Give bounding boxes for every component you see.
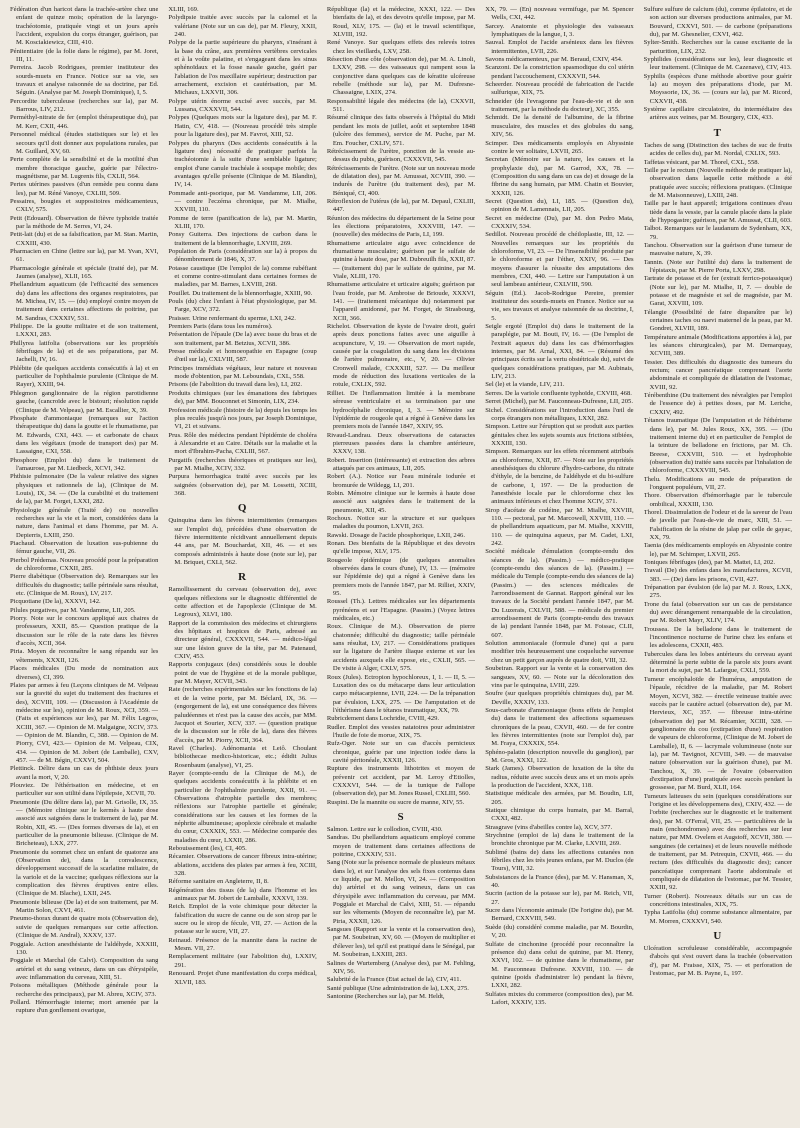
section-letter-heading: U xyxy=(713,930,723,943)
index-entry: Sedillot. Nouveau procédé de chéiloplastie, III, 12. — Nouvelles remarques sur les propriétés du chloroforme, VI, 23. — De l'insensibilité produite par le chloroforme et par l'éther, XXIV, 96. — Des moyens d'assurer la réussite des amputations des membres, CXI, 440. — Lettre sur l'amputation à un seul lambeau antérieur, CXLVIII, 590. xyxy=(485,231,634,289)
index-entry: Séguin (Ed.). Jacob-Rodrigue Pereire, premier instituteur des sourds-muets en France. Notice sur sa vie, ses travaux et analyse raisonnée de sa doctrine, I, 5. xyxy=(485,289,634,322)
index-entry: Pneumonie bilieuse (De la) et de son traitement, par M. Martin Solon, CXVI, 461. xyxy=(10,898,159,915)
index-entry: Salubrité de la France (Etat actuel de la), CIV, 411. xyxy=(326,976,462,984)
index-entry: Statistique médicale des armées, par M. Boudin, LII, 205. xyxy=(485,790,634,806)
index-entry: Température animale (Modifications apportées à la), par les séances chirurgicales), par M. Demarquay, XCVIII, 389. xyxy=(643,333,793,358)
index-entry: Sichel. Considérations sur l'introduction dans l'œil de corps étrangers non métalliques, LXXI, 282. xyxy=(485,406,634,422)
index-entry: Places médicales (Du mode de nomination aux diverses), CI, 399. xyxy=(10,665,159,681)
index-entry: Piorry. Note sur le concours appliqué aux chaires de professeurs, XXII, 85.— Question pratique de la discussion sur le rôle de la rate dans les fièvres d'accès, XCII, 364. xyxy=(10,615,159,648)
index-entry: Polydipsie traitée avec succès par la calomel et la valériane (Note sur un cas de), par M. Fleury, XXII, 240. xyxy=(168,14,317,39)
index-entry: Syphilis (espèces d'une méthode abortive pour guérir la) au moyen des préparations d'iode, par M. Moyssorie, IX, 36. — (cours sur la), par M. Ricord, CXXVII, 438. xyxy=(643,72,793,105)
index-entry: Poisons métalliques (Méthode générale pour la recherche des principaux), par M. Abreu, XCIV, 373. xyxy=(10,982,159,998)
index-entry: Secret en médecine (Du), par M. don Pedro Mata, CXXXIV, 534. xyxy=(485,214,634,230)
index-entry: Scimper. Des médicaments employés en Abyssinie contre le ver solitaire, LXVII, 265. xyxy=(485,139,634,155)
index-entry: Sulfure sulfure de calcium (du), comme épilatoire, et de son action sur diverses productions animales, par M. Bouvard, CXXVI, 501. — de carbone (préparations du), par M. Ghesnelier, CXVI, 462. xyxy=(643,6,793,39)
index-entry: Quinquina dans les fièvres intermittentes (remarques sur l'emploi du), précédées d'une observation de fièvre intermittente récidivant annuellement depuis 44 ans, par M. Bouchardat, XII, 46. — et ses composés administrés à haute dose (note sur le), par M. Briquet, CXLI, 562. xyxy=(168,517,317,566)
index-entry: Presse médicale et homoeopathie en Espagne (coup d'œil sur la), CXLVIII, 587. xyxy=(168,348,317,364)
column-5 xyxy=(644,6,792,1124)
index-entry: Purpura hemorrhagica traité avec succès par les saignées (observation de), par M. Lossetti, XCIII, 368. xyxy=(168,473,317,497)
index-entry: Piria. Moyen de reconnaître le sang répandu sur les vêtements, XXXII, 126. xyxy=(10,648,159,664)
index-entry: Résection d'une côte (observation de), par M. A. Linoli, LXXV, 298. — des vaisseaux qui rampent sous la conjonctive dans quelques cas de kératite ulcéreuse rebelle (méthode sur la), par M. Dufresne-Chassaigne, LXIX, 274. xyxy=(326,56,476,97)
index-entry: Phlegmon ganglionnaire de la région parotidienne gauche, (cancroïde avec le bistouri; résolution rapide (Clinique de M. Velpeau), par M. Escallier, X, 39. xyxy=(10,389,159,414)
index-entry: Ramollissement du cerveau (observation de), avec quelques réflexions sur le diagnostic différentiel de cette affection et de l'apoplexie (Clinique de M. Legroux), XLVI, 180. xyxy=(168,586,317,619)
index-entry: Salines de Wurtemberg (Analyse des), par M. Fehling, XIV, 56. xyxy=(326,959,476,975)
index-entry: Plaies par armes à feu (Leçons cliniques de M. Velpeau sur la gravité du sujet du traitement des fractures et des), XCVIII, 109. — (Discussion à l'Académie de médecine sur les), opinion de M. Roux, XCI, 359. — (Faits et expériences sur les), par M. Félix Legros, XCIII, 367. — Opinion de M. Malgaigne, XCIV, 373. — Opinion de M. Blandin, C, 388. — Opinion de M. Piorry, CVI, 423.— Opinion de M. Velpeau, CIX, 434. — Opinion de M. Jobert (de Lamballe), CXV, 457. — de M. Bégin, CXXVI, 504. xyxy=(10,681,159,764)
index-entry: Sucrin (action de la potasse sur le), par M. Reich, VII, 27. xyxy=(485,890,634,906)
index-entry: Sarcey. Anatomie et physiologie des vaisseaux lymphatiques de la langue, I, 3. xyxy=(485,22,634,39)
index-entry: Santé publique (Une administration de la), LXX, 275. xyxy=(326,984,469,992)
index-entry: Phthisie pulmonaire (De la valeur relative des signes physiques et rationnels de la), (Clinique de M. Louis), IX, 34. — (De la curabilité et du traitement de la), par M. Forget, LXXI, 282. xyxy=(10,473,159,506)
index-entry: Rupture des instruments lithotrites et moyen de prévenir cet accident, par M. Leroy d'Etiolles, CXXXVI, 544. — de la tunique de Fallope (observation de), par M. Jones Russel, CXLIII, 560. xyxy=(326,765,476,798)
index-entry: Pomme de terre (panification de la), par M. Martin, XLIII, 170. xyxy=(168,214,317,230)
index-entry: Ravel (Charles). Adénomania et Leiô. Choulant bibliothecae medico-historicae, etc.; édidit Julius Rosenbaum (analyse), VI, 25. xyxy=(168,744,317,769)
index-entry: Picquotiane (De la), XXXVI, 142. xyxy=(10,598,101,606)
index-entry: Perte complète de la sensibilité et de la motilité d'un membre thoracique gauche, guérie par l'électro-magnétisme, par M. Lugrenis fils, CXLII, 564. xyxy=(10,156,159,180)
index-entry: Simpson. Remarques sur les effets récemment attribués au chloroforme, XXII, 87. — Note sur les propriétés anesthésiques du chlorure d'hydro-carbone, du nitrate d'éthyle, de la benzine, de l'aldéhyde et du bi-sulfure de carbone, I, 197. — De la production de l'anesthésie locale par le chloroforme chez les animaux inférieurs et chez l'homme XCIV, 371. xyxy=(485,448,634,506)
index-entry: Rétrécissements de l'urètre. (Note sur un nouveau mode de dilatation des), par M. Amussat, XCVIII, 390. — indurés de l'urètre (du traitement des), par M. Béniqué, CI, 400. xyxy=(326,164,476,197)
index-entry: René Vanoye. Sur quelques effets des relevés toires chez les vieillards, LXV, 258. xyxy=(326,39,476,55)
index-entry: Plettinck. Délire dans un cas de phthisie deux jours avant la mort, V, 20. xyxy=(10,765,159,781)
index-entry: Taffetas vésicant, par M. Thorel, CXL, 558. xyxy=(643,158,760,166)
index-entry: Sang (Note sur la présence normale de plusieurs métaux dans le), et sur l'analyse des sels fixes contenus dans ce liquide, par M. Mellon, VI, 24. — (Composition du) artériel et du sang veineux, dans un cas d'érysipèle avec inflammation du cerveau, par MM. Poggiale et Marchal de Calvi, XIII, 51. — répandu sur les vêtements (Moyen de reconnaître le), par M. Piria, XXXII, 126. xyxy=(326,859,476,925)
index-entry: Secret (Question du), LI, 185. — (Question du), opinion de M. Lamennais, LII, 205. xyxy=(485,197,634,214)
index-entry: Taches de sang (Distinction des taches de suc de fruits acides de celles du), par M. Nordal, CXLIX, 593. xyxy=(643,141,793,158)
index-entry: Physiologie générale (Traité de) ou nouvelles recherches sur la vie et la mort, considérées dans la nature, dans l'animal et dans l'homme, par M. A. Depierris, LXIII, 250. xyxy=(10,506,159,539)
index-entry: Pertes utérines passives (d'un remède peu connu dans les), par M. Réné Vanoye, CXLIII, 509. xyxy=(10,181,159,197)
index-entry: Thorel. Dissimulation de l'odeur et de la saveur de l'eau de javelle par l'eau-de-vie de marc, XIII, 51. — Falsification de la résine de jalap par celle de gayac, XX, 79. xyxy=(643,508,793,541)
index-entry: Potasse caustique (De l'emploi de la) comme rubéfiant et comme contre-stimulant dans certaines formes de maladies, par M. Barnes, LXVIII, 268. xyxy=(168,264,317,289)
index-entry: Rivaud-Landrau. Deux observations de cataractes pierreuses passées dans la chambre antérieure, XXXV, 138. xyxy=(326,431,476,456)
index-entry: Pouillet. Du traitement de la blennorrhagie, XXIII, 90. xyxy=(168,289,313,297)
index-entry: Pénitentiaire (de la folie dans le régime), par M. Joret, III, 11. xyxy=(10,47,159,64)
index-entry: Tannin. (Note sur l'utilité du) dans la traitement de l'épistaxis, par M. Pierre Porta, LXXV, 298. xyxy=(643,258,793,274)
column-2 xyxy=(168,6,316,1124)
index-entry: Polype de la partie supérieure du pharynx, s'insérant à la base du crâne, aux premières vertèbres cervicales et à la voûte palatine, et s'engageant dans les sinus sphénoïdaux et la fosse nasale gauche, guéri par l'ablation de l'os maxillaire supérieur; destruction par arrachement, excision et cautérisation, par M. Michaux, LXXVII, 306. xyxy=(168,39,317,97)
index-entry: XX, 79. — (En) nouveau vermifuge, par M. Spencer Wells, CXI, 442. xyxy=(485,6,634,22)
index-entry: Tumeurs laiteuses du sein (quelques considérations sur l'origine et les développemens des), CXIV, 432. — de l'orbite (recherches sur le diagnostic et le traitement des), par M. O'Ferral, VII, 25. — particulières de la main (enchondromes) avec des recherches sur leur nature, par MM. Ovelem et Augstoff, XCVII, 380. — sanguines (de certaines) et de leurs nouvelle méthode de traitement, par M. Petrequin, CXVII, 466. — du rectum (des difficultés du diagnostic des); cancer pancréatique comprenant l'aorte abdominale et compliquée de dilatation de l'estomac, par M. Tessier, XXIII, 92. xyxy=(643,792,793,892)
index-entry: Salmon. Lettre sur le collodion, CVIII, 430. xyxy=(326,826,443,833)
index-entry: XLIII, 169. xyxy=(168,6,199,13)
index-entry: Tubercules dans les lobes antérieurs du cerveau ayant déterminé la perte subite de la parole six jours avant la mort du sujet, par M. Lafargue, CXLI, 559. xyxy=(643,650,793,675)
index-entry: Trépanation par évulsion (de la) par M. J. Roux, LXX, 275. xyxy=(643,584,793,600)
index-entry: Pneumo-thorax durant de quatre mois (Observation de), suivie de quelques remarques sur cette affection. (Clinique de M. Andral), XXXV, 137. xyxy=(10,915,159,940)
index-entry: Sublimé (bains de) dans les affections cutanées non fébriles chez les très jeunes enfans, par M. Duclos (de Tours), VIII, 32. xyxy=(485,848,634,873)
index-entry: Taille par le haut appareil; irrigations continues d'eau tiède dans la vessie, par la canule placée dans la plaie de l'hypogastre; guérison, par M. Amussat, CLII, 603. xyxy=(643,200,793,224)
index-entry: Tanchou. Observation sur la guérison d'une tumeur de mauvaise nature, X, 39. xyxy=(643,241,793,258)
index-entry: Présentation de l'épaule (De la) avec issue du bras et de son traitement, par M. Betzius, XCVII, 386. xyxy=(168,331,317,347)
index-entry: Rhumatisme articulaire et urticaire aiguës; guérison par l'eau froide, par M. Ambroise de Brioude, XXXVI, 141. — (traitement mécanique du) notamment par l'appareil amidonné, par M. Forget, de Strasbourg, XCII, 366. xyxy=(326,281,476,322)
index-entry: Richelot. Observation de kyste de l'ovaire droit, guéri après deux ponctions faites avec une aiguille à acupuncture, V, 19. — Observation de mort rapide, causée par la coagulation du sang dans les divisions de l'artère pulmonaire, etc., V, 20. — Olivier Cronwell malade, CXXXIII, 527. — Du meilleur mode de réduction des luxations verticales de la rotule, CXLIX, 592. xyxy=(326,323,476,389)
index-entry: Talbot. Remarques sur le laudanum de Sydenham, XX, 79. xyxy=(643,225,793,241)
index-entry: Roux (Jules). Ectropion hypochloreux, I, 1. — II, 5. — Luxation des os du métacarpe dans leur articulation carpo métacarpienne, LVII, 224. — De la trépanation par évulsion, LXX, 275. — De l'amputation et de l'éthérisme dans le tétanos traumatique, XX, 79. xyxy=(326,673,476,714)
section-letter-heading: R xyxy=(238,571,248,584)
index-entry: Sous-carbonate d'ammoniaque (bons effets de l'emploi du) dans le traitement des affections squameuses chroniques de la peau, CXVII, 460. — de fer contre les fièvres intermittentes (note sur l'emploi du), par M. Fraya, CXXXIX, 554. xyxy=(485,706,634,748)
index-entry: Rayer (compte-rendu de la Clinique de M.), de quelques accidents consécutifs à la phlébite et en particulier de l'ophthalmie purulente, XXII, 91. — Observations d'atrophie partielle des membres; réflexions sur l'atrophie partielle et générale; considérations sur les causes et les formes de la néphrite albumineuse; apoplexie cérébrale et maladie du cœur, CXXXIX, 553. — Médecine comparée des maladies du cœur, LXXII, 286. xyxy=(168,769,317,844)
index-entry: Savons médicamenteux, par M. Beraud, CXIV, 454. xyxy=(485,56,623,64)
index-entry: Pessaires, bougies et suppositoires médicamenteux, CXLV, 575. xyxy=(10,197,159,214)
index-entry: Statique chimique du corps humain, par M. Barral, CXXI, 482. xyxy=(485,807,634,823)
index-entry: Tumeur encéphaloïde de l'humérus, amputation de l'épaule, récidive de la maladie, par M. Robert Moyen, XCVI, 382. — érectile veineuse traitée avec succès par le cautère actuel (observation de), par M. Hervieux, XC, 357. — fibreuse intra-utérine (observation de) par M. Récamier, XCIII, 328. — ganglionnaire du cou (extirpation d'une) respiration de vapeurs de chloroforme, (Clinique de M. Jobert de Lamballe), II, 6. — lacrymale volumineuse (note sur la), par M. Tavignot, XCVIII, 349. — de mauvaise nature (observation sur la guérison d'une), par M. Tanchou, X, 39. — de l'ovaire (observation d'extirpation d'une) pratiquée avec succès pendant la grossesse, par M. Burd, XLII, 164. xyxy=(643,675,793,792)
index-entry: Télangie (Possibilité de faire disparaître par le) certaines taches ou naevi maternel de la peau, par M. Gondret, XLVIII, 189. xyxy=(643,308,793,333)
index-entry: Pilules purgatives, par M. Vandamme, LII, 205. xyxy=(10,606,136,614)
index-entry: Piachaud. Observation de luxation sus-pubienne du fémur gauche, VII, 26. xyxy=(10,540,159,556)
index-entry: Serret (Michel), par M. Fauconneau-Dufresne, LII, 205. xyxy=(485,398,633,406)
index-entry: Serres. De la variole confluente typhoïde, CXVIII, 468. xyxy=(485,389,632,397)
index-entry: Résumé clinique des faits observés à l'hôpital du Midi pendant les mois de juillet, août et septembre 1848 (ulcère des femmes), service de M. Puche, par M. Em. Foucher, CXLIV, 571. xyxy=(326,114,476,147)
index-entry: Rebouissement (les), CI, 405. xyxy=(168,845,247,852)
index-entry: Réforme sanitaire en Angleterre, II, 8. xyxy=(168,878,269,886)
index-entry: Ruspini. De la mannite ou sucre de manne, XIV, 55. xyxy=(326,798,465,806)
index-entry: Population de Paris (considération sur la) à propos du dénombrement de 1846, X, 37. xyxy=(168,247,317,264)
index-entry: Phlébite (de quelques accidents consécutifs à la) et en particulier de l'ophthalmie purulente (Clinique de M. Rayer), XXIII, 94. xyxy=(10,364,159,389)
index-entry: Rudler. Emploi des vessies natatoires pour administrer l'huile de foie de morue, XIX, 75. xyxy=(326,723,476,739)
index-entry: Régénération des tissus (de la) dans l'homme et les animaux par M. Jobert de Lamballe, XXXVI, 139. xyxy=(168,886,317,903)
index-entry: Tartrate de potasse et de fer (extrait ferrico-potassique) (Note sur le), par M. Mialhe, II, 7. — double de potasse et de magnésie et sel de magnésie, par M. Garat, XXVIII, 109. xyxy=(643,275,793,308)
index-entry: Pollard. Hémorrhagie interne; mort amenée par la rupture d'un gonflement ovarique, xyxy=(10,998,159,1015)
index-entry: Phillyrea latifolia (observations sur les propriétés fébrifuges de la) et de ses préparations, par M. Jachelli, IV, 16. xyxy=(10,339,159,364)
index-entry: Plouviez. De l'éthérisation en médecine, et en particulier sur son utilité dans l'épilepsie, XCVII, 70. xyxy=(10,781,159,798)
column-1 xyxy=(10,6,158,1124)
index-entry: Roussel (Th.). Lettres médicales sur les départements pyrénéens et sur l'Espagne. (Passim.) (Voyez lettres médicales, etc.) xyxy=(326,598,476,623)
index-entry: Fédération d'un haricot dans la trachée-artère chez une enfant de quinze mois; opération de la laryngo-trachéotomie, pratiquée vingt et un jours après l'accident, expulsion du corps étranger, guérison, par M. Kosciakiewicz, CIII, 410. xyxy=(10,6,159,47)
index-entry: Rapports conjugaux (des) considérés sous le double point de vue de l'hygiène et de la morale publique, par M. Mayer, XCVII, 343. xyxy=(168,661,317,686)
index-entry: Rhumatisme articulaire aigu avec coïncidence de rhumatisme musculaire; guérison par le sulfate de quinine à haute dose, par M. Dubreuilh fils, XXII, 87. — (traitement du) par le sulfate de quinine, par M. Viale, XLIII, 170. xyxy=(326,239,476,280)
index-entry: Santonine (Recherches sur la), par M. Heldt, xyxy=(326,992,445,1000)
index-entry: Pharmacologie générale et spéciale (traité de), par M. Jaumes (analyse), XLII, 165. xyxy=(10,264,159,280)
index-entry: Pommade anti-psorique, par M. Vandamme, LII, 206. — contre l'eczéma chronique, par M. Mialhe, XXVIII, 110. xyxy=(168,189,317,214)
index-entry: Petit-lait (du) et de sa falsification, par M. Stan. Martin, CXXIII, 430. xyxy=(10,231,159,247)
index-entry: Taille par le rectum (Nouvelle méthode de pratiquer la), observation dans laquelle cette méthode a été pratiquée avec succès; réflexions pratiques. (Clinique de M. Maisonneuve), LXIII, 248. xyxy=(643,166,793,199)
index-entry: Percordite tuberculeuse (recherches sur la), par M. Barrous, LIV, 212. xyxy=(10,97,159,114)
index-entry: Sauval. Emploi de l'acide arsénieux dans les fièvres intermittentes, LVII, 226. xyxy=(485,39,634,55)
index-columns xyxy=(10,6,792,1124)
index-entry: Sylter-Smith. Recherches sur la cause excitante de la parturition, LIX, 232. xyxy=(643,39,793,55)
index-entry: Taenia (des médicaments employés en Abyssinie contre le), par M. Schimper, LXVII, 265. xyxy=(643,542,793,558)
index-entry: Tétanos traumatique (De l'amputation et de l'éthérisme dans le), par M. Jules Roux, XX, 395. — (Du traitement interne du) et en particulier de l'emploi de la teinture de belladone en frictions, par M. Ch. Breese, CXXVIII, 510. — et hydrophobie (observation du) traitée sans succès par l'inhalation de chloroforme, CXXXVIII, 545. xyxy=(643,417,793,475)
index-entry: Société médicale d'émulation (compte-rendu des séances de la). (Passim.) — médico-pratique (compte-rendu des séances de la). (Passim.) — médicale du Temple (compte-rendu des séances de la) (Passim.) — des sciences médicales de l'arrondissement de Gannat. Rapport général sur les travaux de la Société pendant l'année 1847, par M. Du Luzerais, CXLVII, 588. — médicale du premier arrondissement de Paris (compte-rendu des travaux de la) pendant l'année 1848, par M. Foissac, CLII, 607. xyxy=(485,548,634,639)
index-entry: Simpson. Lettre sur l'éruption qui se produit aux parties génitales chez les sujets soumis aux frictions stibiées, XXXIII, 130. xyxy=(485,423,634,447)
index-entry: Rate (recherches expérimentales sur les fonctions de la) et de la veine porte, par M. Béclard, IX, 36. — (engorgement de la), est une conséquence des fièvres paludéennes et n'est pas la cause des accès, par MM. Jacquot et Sourier, XCV, 337. — (question pratique de la discussion sur le rôle de la), dans des fièvres d'accès, par M. Piorry, XCII, 364. xyxy=(168,686,317,744)
index-entry: République (la) et la médecine, XXXI, 122. — Des bienfaits de la), et des devoirs qu'elle impose, par M. Roud, XLV, 175. — (la) et le travail scientifique, XLVIII, 192. xyxy=(326,6,476,39)
index-entry: Récamier. Observations de cancer fibreux intra-utérine; ablations, accidens des plaies par armes à feu, XCIII, 328. xyxy=(168,853,317,878)
index-entry: Premiers Paris (dans tous les numéros). xyxy=(168,323,273,331)
index-entry: Purgatifs (recherches théoriques et pratiques sur les), par M. Mialhe, XCIV, 332. xyxy=(168,456,317,472)
index-entry: Rufz-Oger. Note sur un cas d'accès pernicieux chronique, guérie par une injection iodée dans la cavité péritonéale, XXXII, 126. xyxy=(326,740,476,764)
index-entry: Reich. Emploi de la voie chimique pour détecter la falsification du sucre de canne ou de son sirop par le sucre ou le sirop de fécule, VII, 27. — Action de la potasse sur le sucre, VII, 27. xyxy=(168,903,317,936)
index-entry: Toniques fébrifuges (des), par M. Mattei, LI, 202. xyxy=(643,559,776,566)
index-entry: Praisser. Urine renfermant du sperme, LXI, 242. xyxy=(168,314,296,322)
index-entry: Phosphate d'ammoniaque (remarques sur l'action thérapeutique du) dans la goutte et le rhumatisme, par M. Edwards, CXI, 443. — et carbonate de chaux dans les végétaux (mode de transport des) par M. Lassaigne, CXI, 558. xyxy=(10,414,159,456)
index-entry: Sucre dans l'économie animale (De l'origine du), par M. Bernard, CXXVIII, 549. xyxy=(485,907,634,923)
index-entry: Turner (Robert). Nouveaux détails sur un cas de concrétions intestinales, XIX, 75. xyxy=(643,892,793,909)
section-letter-heading: S xyxy=(397,811,405,823)
index-entry: Phosphore (Emploi du) dans le traitement de l'amaurose, par M. Liedbeck, XCVI, 342. xyxy=(10,456,159,472)
index-entry: Thore. Observation d'hémorrhagie par le tubercule ombilical, XXXIII, 130. xyxy=(643,492,793,508)
index-entry: Robert (A.). Notice sur l'eau minérale iodurée et bromurée de Wildegg, LI, 201. xyxy=(326,473,476,489)
index-entry: Rilliet. De l'inflammation limitée à la membrane séreuse ventriculaire et sa terminaison par une hydrocéphalie chronique, I, 3. — Mémoire sur l'épidémie de rougeole qui a régné à Genève dans les premiers mois de l'année 1847, XXIV, 95. xyxy=(326,389,476,431)
index-entry: Petit (Edouard). Observation de fièvre typhoïde traitée par la méthode de M. Serres, VI, 24. xyxy=(10,214,159,230)
index-entry: Schneider (de l'evragonne par l'eau-de-vie et de son traitement, par la méthode du docteur), XC, 355. xyxy=(485,97,634,114)
index-entry: Thelu. Modifications au mode de préparation de l'onguent populéum, VII, 27. xyxy=(643,475,793,491)
index-entry: Trone du fatal (observation sur un cas de persistance du) avec dérangement remarquable de la circulation, par M. Robert Mayr, XLIV, 174. xyxy=(643,600,793,625)
column-3 xyxy=(327,6,475,1124)
index-entry: Rubricdement dans Lochridie, CVIII, 429. xyxy=(326,715,440,723)
index-entry: Sandras. Du phellandrium aquaticum employé comme moyen de traitement dans certaines affections de poitrine, CXXXIV, 531. xyxy=(326,834,476,859)
index-entry: Reinaud. Présence de la mannite dans la racine de Mesm. VII, 27. xyxy=(168,936,317,953)
index-entry: Philippe. De la goutte militaire et de son traitement, LXXXI, 283. xyxy=(10,323,159,339)
index-entry: Robin. Mémoire clinique sur le kermès à haute dose associé aux saignées dans le traitement de la pneumonie, XII, 45. xyxy=(326,489,476,514)
index-entry: Strasgrave (vins d'abeilles contre la), XCV, 377. xyxy=(485,823,613,831)
index-entry: Poggiale. Action anesthésiante de l'aldéhyde, XXXIII, 130. xyxy=(10,940,159,956)
index-entry: Rapport de la commission des médecins et chirurgiens des hôpitaux et hospices de Paris, adressé au directeur général, CXXXVII, 544. — médico-légal sur une lésion grave de la tête, par M. Patenaud, CXIV, 453. xyxy=(168,619,317,661)
index-entry: Rétroflexion de l'utérus (de la), par M. Depaul, CXLIII, 447. xyxy=(326,197,476,214)
index-entry: Ponsy Guiterra. Des injections de carbon dans le traitement de la blennorrhagie, LXVIII, 269. xyxy=(168,231,317,247)
index-entry: Pierbol Prédemas. Nouveau procédé pour la préparation de chloroforme, CXXII, 285. xyxy=(10,556,159,573)
index-entry: Subsistances de la France (des), par M. V. Hansman, X, 40. xyxy=(485,873,634,890)
index-entry: Robert. Insertion (intéressante) et extraction des arbres attaqués par ces animaux, LII, 205. xyxy=(326,456,476,472)
index-entry: Perreira. Jacob Rodrigues, premier instituteur des sourds-muets en France. Notice sur sa vie, ses travaux et analyse raisonnée de sa doctrine, par Ed. Séguin. (Analyse par M. Joseph Dominique), I, 5. xyxy=(10,64,159,97)
index-entry: Scanzoni. De la constriction spasmodique du col utérin pendant l'accouchement, CXXXVII, 544. xyxy=(485,64,634,80)
index-entry: Rochoux. Notice sur la structure et sur quelques maladies du poumon, LXVII, 263. xyxy=(326,514,476,531)
section-letter-heading: T xyxy=(713,126,722,139)
index-entry: Strychnine (emploi de la) dans le traitement de la bronchite chronique par M. Clarke, LXVIII, 269. xyxy=(485,832,634,848)
index-entry: Polypes (Quelques mots sur la ligature des), par M. F. Hatin, CV, 418. — (Nouveau procédé très simple pour la ligature des), par M. Favrot, XIII, 52. xyxy=(168,114,317,139)
index-entry: Sel (le) et la viande, LIV, 211. xyxy=(485,381,565,389)
index-entry: Personnel médical (études statistiques sur le) et les secours qu'il doit donner aux populations rurales, par M. Guillard, XV, 60. xyxy=(10,131,159,155)
index-entry: Pneumonie (Du délire dans la), par M. Grisolle, IX, 35. — (Mémoire clinique sur le kermès à haute dose associé aux saignées dans le traitement de la), par M. Robin, XII, 45. — (Des formes diverses de la), et en particulier de la pneumonie bilieuse. (Clinique de M. Bricheteau), LXX, 277. xyxy=(10,798,159,848)
index-entry: Tessier. Des difficultés du diagnostic des tumeurs du rectum; cancer pancréatique comprenant l'aorte abdominale et compliquée de dilatation de l'estomac, XVIII, 92. xyxy=(643,358,793,391)
index-entry: Phellandrium aquaticum (de l'efficacité des semences du) dans les affections des organes respiratoires, par M. Michea, IV, 15. — (du) employé contre moyen de traitement dans certaines affections de poitrine, par M. Sandras, CXXXIV, 531. xyxy=(10,281,159,322)
index-entry: Ulcération scrofuleuse considérable, accompagnée d'abcès qui s'est ouvert dans la trachée (observation d'), par M. Fraisse, XIX, 75. — et perforation de l'estomac, par M. B. Payne, L, 197. xyxy=(643,945,793,978)
index-entry: Perméthyl-nitrate de fer (emploi thérapeutique du), par M. Kerr, CXII, 446. xyxy=(10,114,159,130)
index-entry: Système capillaire circulatoire, du intermédiaire des artères aux veines, par M. Bourgery, CIX, 433. xyxy=(643,106,793,122)
index-entry: Rougeole épidémique (de quelques anomalies observées dans le cours d'une), IV, 13. — (mémoire sur l'épidémie de) qui a régné à Genève dans les premiers mois de l'année 1847, par M. Rilliet, XXIV, 95. xyxy=(326,556,476,598)
index-entry: Secretan (Mémoire sur la nature, les causes et la prophylaxie du), par M. Garrod, XX, 78. — (Composition du sang dans un cas de) et dosage de la fibrine du sang humain, par MM. Chatin et Bouvier, XXXII, 126. xyxy=(485,156,634,197)
index-entry: Pierre diabétique (Observation de). Remarques sur les difficultés du diagnostic; taille périnéale sans résultat, etc. (Clinique de M. Roux), LV, 217. xyxy=(10,573,159,598)
index-entry: Soubeiran. Rapport sur la vente et la conservation des sangsues, XV, 60. — Note sur la décoloration des vins par le quinquina, LVIII, 229. xyxy=(485,665,634,689)
index-entry: Polypes du pharynx (Des accidents consécutifs à la ligature des) nécessité de pratiquer parfois la trachéotomie à la suite d'une semblable ligature; emploi d'une canule trachéale à soupape mobile; des avantages qu'elle présente (Clinique de M. Blandin), IV, 14. xyxy=(168,139,317,189)
index-entry: Pouls (du) chez l'enfant à l'état physiologique, par M. Farge, XCV, 372. xyxy=(168,298,317,314)
index-entry: Poggiale et Marchal (de Calvi). Composition du sang artériel et du sang veineux, dans un cas d'érysipèle, avec inflammation du cerveau, XIII, 51. xyxy=(10,957,159,981)
index-entry: Prisons (de l'abolition du travail dans les), LI, 202. xyxy=(168,381,302,389)
column-4 xyxy=(485,6,633,1124)
index-entry: Stark (James). Observation de luxation de la tête du radius, réduite avec succès deux ans et un mois après la production de l'accident, XXX, 118. xyxy=(485,765,634,789)
index-entry: Syphilides (considérations sur les), leur diagnostic et leur traitement. (Clinique de M. Cazenave), CIV, 413. xyxy=(643,56,793,72)
index-entry: Térébenthine (Du traitement des névralgies par l'emploi de l'essence de) à petites doses, par M. Leriche, CXXIV, 492. xyxy=(643,392,793,416)
index-entry: Scheerder. Nouveau procédé de fabrication de l'acide sulfurique, XIX, 75. xyxy=(485,81,634,97)
index-entry: Renouard. Projet d'une manifestation du corps médical, XLVII, 183. xyxy=(168,970,317,986)
index-entry: Sulfate de cinchonine (procédé pour reconnaître la présence du) dans celui de quinine, par M. Henry, XXVI, 102. — de quinine dans le rhumatisme, par M. Fauconneau Dufresne. XXVIII, 110. — de quinine (poids d'administrer le) pendant la fièvre, LXXI, 282. xyxy=(485,940,634,990)
index-entry: Travail (De) des enfans dans les manufactures, XCVII, 383. — (De) dans les prisons, CVII, 427. xyxy=(643,567,793,583)
index-entry: Pneumonie du sommet chez un enfant de quatorze ans (Observation de), dans la convalescence, développement successif de la scarlatine miliaire, de la variole et de la vaccine; quelques réflexions sur la complication des fièvres éruptives entre elles. (Clinique de M. Blache), LXII, 245. xyxy=(10,848,159,898)
index-entry: Sirop d'acétate de codéine, par M. Mialhe, XXVIII, 110. — pectoral, par M. Marcowell, XXVIII, 110. — de phellandrium aquaticum, par M. Mialhe, XXVIII, 110. — de quinquina aqueux, par M. Cadet, LXI, 242. xyxy=(485,506,634,547)
section-letter-heading: Q xyxy=(237,502,248,515)
index-entry: Principes immédiats végétaux, leur nature et nouveau mode d'obtention, par M. Leboundais, CXL, 558. xyxy=(168,364,317,381)
index-entry: Pharmacien en Chine (lettre sur la), par M. Yvan, XVI, 61. xyxy=(10,247,159,264)
index-entry: Ronan. Des bienfaits de la République et des devoirs qu'elle impose, XLV, 175. xyxy=(326,540,476,556)
index-entry: Prus. Rôle des médecins pendant l'épidémie de choléra à Alexandrie et au Caire. Détails sur la maladie et la mort d'Ibrahim-Pacha, CXLIII, 567. xyxy=(168,431,317,456)
index-entry: Réunion des médecins du département de la Seine pour les élections préparatoires, XXXVIII, 147. — (nouvelle) des médecins de Paris, LI, 199. xyxy=(326,214,476,239)
index-entry: Profession médicale (histoire de la) depuis les temps les plus reculés jusqu'à nos jours, par Joseph Dominique, VI, 21 et suivans. xyxy=(168,406,317,431)
index-entry: Produits chimiques (sur les émanations des fabriques de), par MM. Bouconnet et Simonin, LIX, 234. xyxy=(168,389,317,406)
index-entry: Solution ammoniacale (formule d'une) qui a paru modifier très heureusement une coqueluche survenue chez un petit garçon auprès de quatre doit, VIII, 32. xyxy=(485,640,634,664)
index-entry: Roux. Clinique de M.). Observation de pierre chatonnée; difficulté du diagnostic; taille périnéale sans résultat, LV, 217. — Considérations pratiques sur la ligature de l'artère iliaque externe et sur les accidents auxquels elle expose, etc., CXLII, 565. — De visite à Alger, CXLV, 575. xyxy=(326,623,476,673)
index-entry: Sphéno-palatin (description nouvelle du ganglion), par M. Gros, XXXI, 122. xyxy=(485,748,634,764)
index-entry: Schmidt. De la densité de l'albumine, de la fibrine musculaire, des muscles et des globules du sang, XIV, 56. xyxy=(485,114,634,139)
index-entry: Polype utérin énorme excisé avec succès, par M. Lussana, CXXXVII, 544. xyxy=(168,97,317,114)
index-entry: Soufre (sur quelques propriétés chimiques du), par M. Deville, XXXIV, 133. xyxy=(485,690,634,706)
index-entry: Responsabilité légale des médecins (de la), CXXVII, 511. xyxy=(326,97,476,114)
index-entry: Sangsues (Rapport sur la vente et la conservation des), par M. Soubeiran, XV, 60. — (Moyen de multiplier et d'élever les), tel qu'il est pratiqué dans le Sénégal, par M. Soubeiran, LXXIII, 283. xyxy=(326,926,476,959)
index-entry: Suède (du) considéré comme maladie, par M. Bourdin, V, 20. xyxy=(485,923,634,940)
index-entry: Troussea. De la belladone dans le traitement de l'incontinence nocturne de l'urine chez les enfans et les adolescens, CXXII, 483. xyxy=(643,625,793,650)
index-entry: Remplacement militaire (sur l'abolition du), LXXIV, 291. xyxy=(168,953,317,969)
index-entry: Rawski. Dosage de l'acide phosphorique, LXII, 246. xyxy=(326,531,465,539)
index-entry: Sulfates mixtes du commerce (composition des), par M. Lafort, XXXIV, 135. xyxy=(485,990,634,1006)
index-entry: Typha Latifolia (du) comme substance alimentaire, par M. Morren, CXXXVI, 540. xyxy=(643,909,793,925)
index-entry: Rétrécissement de l'urètre, ponction de la vessie au-dessus du pubis, guérison, CXXXVII, 545. xyxy=(326,147,476,164)
index-entry: Seigle ergoté (Emploi du) dans le traitement de la paraplégie, par M. Bouti, IV, 16. — (De l'emploi de l'extrait aqueux du) dans les cas d'hémorrhagies internes, par M. Arnal, XXI, 84. — (Résumé des principaux écrits sur la vertu obstétricale du), suivi de quelques considérations pratiques, par M. Aubinais, LIV, 213. xyxy=(485,323,634,381)
